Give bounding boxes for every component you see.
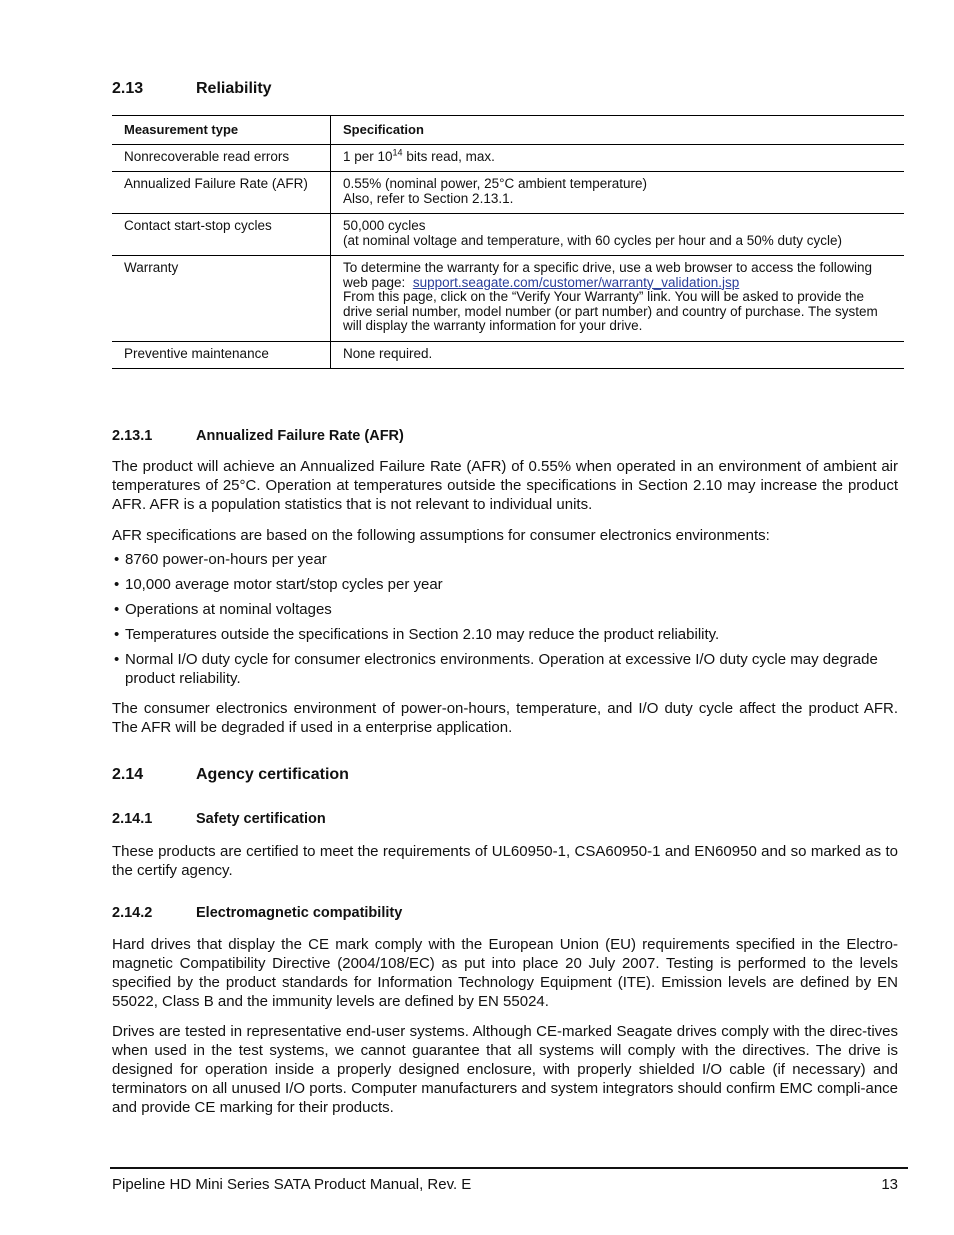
section-title: Annualized Failure Rate (AFR) <box>196 428 404 444</box>
section-heading-2-13 <box>112 80 272 98</box>
section-title: Reliability <box>196 80 272 97</box>
specification-cell <box>331 256 905 342</box>
warranty-validation-link[interactable]: support.seagate.com/customer/warranty_validation.jsp <box>412 274 740 290</box>
column-header-measurement-type: Measurement type <box>112 116 331 145</box>
section-number: 2.13 <box>112 80 144 97</box>
section-heading-2-14-2 <box>112 905 402 921</box>
spec-text: From this page, click on the “Verify Your Warranty” link. You will be asked to provide the drive serial number, model number (or part number) and country of purchase. The system will display the warranty information for your drive. <box>343 289 878 333</box>
list-item: • 8760 power-on-hours per year <box>112 550 898 569</box>
spec-text: 1 per 10 <box>343 148 393 164</box>
afr-paragraph: The product will achieve an Annualized Failure Rate (AFR) of 0.55% when operated in an environment of ambient air temperatures of 25°C. Operation at temperatures outside the specifications in Section 2.10 may increase the product AFR. AFR is a population statistics that is not relevant to individual units. <box>112 458 898 513</box>
spec-line: 50,000 cycles <box>343 218 426 233</box>
specification-cell <box>331 214 905 256</box>
spec-line: (at nominal voltage and temperature, with 60 cycles per hour and a 50% duty cycle) <box>343 232 843 248</box>
specification-cell <box>331 172 905 214</box>
section-heading-2-14 <box>112 766 349 784</box>
spec-line: Also, refer to Section 2.13.1. <box>343 190 514 206</box>
section-number: 2.14 <box>112 766 144 783</box>
footer-divider <box>110 1167 908 1169</box>
spec-text: bits read, max. <box>402 148 495 164</box>
measurement-type-cell: Nonrecoverable read errors <box>112 144 331 172</box>
measurement-type-cell: Preventive maintenance <box>112 341 331 369</box>
table-row <box>112 144 904 172</box>
list-item: • Temperatures outside the specifications in Section 2.10 may reduce the product reliability. <box>112 625 898 644</box>
page-number: 13 <box>881 1176 898 1193</box>
section-title: Safety certification <box>196 811 326 827</box>
section-number: 2.14.2 <box>112 905 153 921</box>
emc-paragraph-2: Drives are tested in representative end-user systems. Although CE-marked Seagate drives comply with the direc-tives when used in the test systems, we cannot guarantee that all systems will comply with the directives. The drive is designed for operation inside a properly designed enclosure, with properly shielded I/O cable (if necessary) and terminators on all unused I/O ports. Computer manufacturers and system integrators should confirm EMC compli-ance and provide CE marking for their products. <box>112 1023 898 1116</box>
table-row <box>112 172 904 214</box>
afr-environment-paragraph: The consumer electronics environment of power-on-hours, temperature, and I/O duty cycle affect the product AFR. The AFR will be degraded if used in a enterprise application. <box>112 700 898 736</box>
section-heading-2-14-1 <box>112 811 326 827</box>
section-number: 2.13.1 <box>112 428 153 444</box>
measurement-type-cell: Contact start-stop cycles <box>112 214 331 256</box>
page-footer <box>112 1176 898 1193</box>
afr-assumptions-list <box>112 550 898 694</box>
safety-certification-paragraph: These products are certified to meet the requirements of UL60950-1, CSA60950-1 and EN60950 and so marked as to the certify agency. <box>112 843 898 879</box>
section-number: 2.14.1 <box>112 811 153 827</box>
list-item: • Normal I/O duty cycle for consumer electronics environments. Operation at excessive I/O duty cycle may degrade product reliability. <box>112 650 898 688</box>
list-item: • 10,000 average motor start/stop cycles per year <box>112 575 898 594</box>
measurement-type-cell: Warranty <box>112 256 331 342</box>
spec-text: To determine the warranty for a specific drive, use a web browser to access the following web page: <box>343 260 872 290</box>
table-row <box>112 214 904 256</box>
reliability-table <box>112 115 904 369</box>
spec-line: 0.55% (nominal power, 25°C ambient temperature) <box>343 176 648 191</box>
section-heading-2-13-1 <box>112 428 404 444</box>
afr-assumptions-intro: AFR specifications are based on the following assumptions for consumer electronics environments: <box>112 527 770 544</box>
table-row <box>112 256 904 342</box>
column-header-specification: Specification <box>331 116 905 145</box>
measurement-type-cell: Annualized Failure Rate (AFR) <box>112 172 331 214</box>
list-item: • Operations at nominal voltages <box>112 600 898 619</box>
exponent: 14 <box>392 147 403 157</box>
specification-cell: None required. <box>331 341 905 369</box>
table-header-row <box>112 116 904 145</box>
footer-title: Pipeline HD Mini Series SATA Product Manual, Rev. E <box>112 1176 472 1193</box>
emc-paragraph-1: Hard drives that display the CE mark comply with the European Union (EU) requirements specified in the Electro-magnetic Compatibility Directive (2004/108/EC) as put into place 20 July 2007. Testing is performed to the levels specified by the product standards for Information Technology Equipment (ITE). Emission levels are defined by EN 55022, Class B and the immunity levels are defined by EN 55024. <box>112 936 898 1010</box>
section-title: Electromagnetic compatibility <box>196 905 403 921</box>
section-title: Agency certification <box>196 766 349 783</box>
table-row <box>112 341 904 369</box>
specification-cell <box>331 144 905 172</box>
